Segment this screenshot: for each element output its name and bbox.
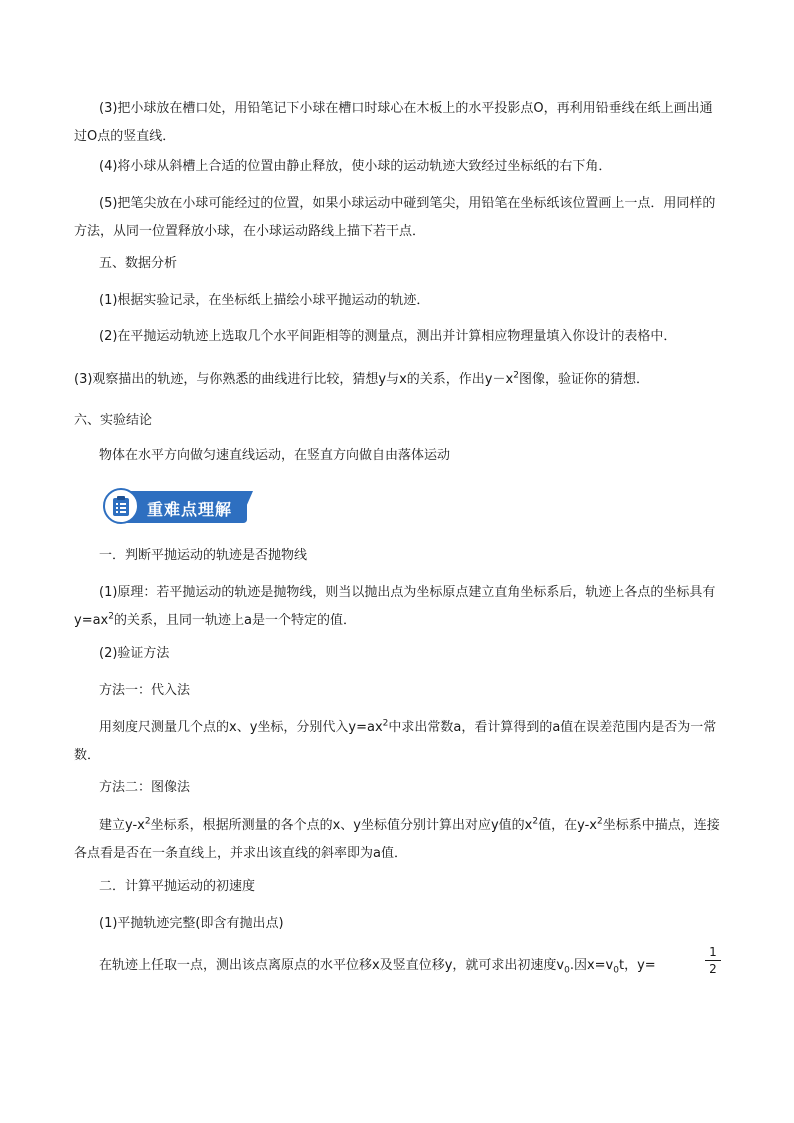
- method-1-text: [74, 714, 722, 770]
- superscript: 2: [382, 718, 389, 729]
- method-2-text-a: 建立y-x: [99, 818, 145, 833]
- fraction-denominator: 2: [709, 962, 717, 976]
- initial-velocity-text-c: t，y=: [618, 958, 656, 973]
- fraction-one-half: [705, 945, 721, 976]
- principle-text-b: 的关系，且同一轨迹上a是一个特定的值．: [113, 613, 356, 628]
- clipboard-icon: [103, 488, 139, 524]
- fraction-bar: [705, 960, 721, 961]
- principle-text-a: (1)原理：若平抛运动的轨迹是抛物线，则当以抛出点为坐标原点建立直角坐标系后，轨迹上各点的坐标具有y=ax: [74, 585, 716, 628]
- complete-trajectory-heading: (1)平抛轨迹完整(即含有抛出点): [99, 916, 284, 931]
- initial-velocity-text-b: .因x=v: [569, 958, 614, 973]
- badge-label: 重难点理解: [147, 500, 233, 519]
- superscript: 2: [596, 816, 603, 827]
- method-1-heading: 方法一：代入法: [99, 683, 191, 698]
- step-3-text: (3)把小球放在槽口处，用铅笔记下小球在槽口时球心在木板上的水平投影点O，再利用铅垂线在纸上画出通过O点的竖直线．: [74, 101, 713, 144]
- superscript: 2: [532, 816, 539, 827]
- step-4-text: (4)将小球从斜槽上合适的位置由静止释放，使小球的运动轨迹大致经过坐标纸的右下角．: [99, 159, 612, 174]
- superscript: 2: [144, 816, 151, 827]
- section-6-heading: 六、实验结论: [74, 413, 153, 428]
- subscript: 0: [564, 965, 570, 976]
- analysis-3-text-a: (3)观察描出的轨迹，与你熟悉的曲线进行比较，猜想y与x的关系，作出y－x: [74, 372, 514, 387]
- initial-velocity-text-a: 在轨迹上任取一点，测出该点离原点的水平位移x及竖直位移y，就可求出初速度v: [99, 958, 565, 973]
- analysis-3-text-b: 图像，验证你的猜想．: [518, 372, 649, 387]
- topic-1-heading: 一．判断平抛运动的轨迹是否抛物线: [99, 548, 308, 563]
- superscript: 2: [513, 370, 519, 381]
- method-2-text: [74, 812, 722, 868]
- topic-2-heading: 二．计算平抛运动的初速度: [99, 879, 256, 894]
- method-2-text-b: 坐标系，根据所测量的各个点的x、y坐标值分别计算出对应y值的x: [150, 818, 533, 833]
- subscript: 0: [613, 965, 619, 976]
- analysis-3-text: [74, 366, 722, 394]
- section-5-heading: 五、数据分析: [99, 256, 178, 271]
- superscript: 2: [108, 611, 114, 622]
- analysis-1-text: (1)根据实验记录，在坐标纸上描绘小球平抛运动的轨迹．: [99, 293, 430, 308]
- initial-velocity-text: [74, 952, 704, 980]
- analysis-2-text: (2)在平抛运动轨迹上选取几个水平间距相等的测量点，测出并计算相应物理量填入你设计的表格中．: [99, 329, 677, 344]
- badge-tail: [239, 491, 253, 523]
- method-2-heading: 方法二：图像法: [99, 780, 191, 795]
- step-5-text: (5)把笔尖放在小球可能经过的位置，如果小球运动中碰到笔尖，用铅笔在坐标纸该位置画上一点．用同样的方法，从同一位置释放小球，在小球运动路线上描下若干点．: [74, 196, 716, 239]
- conclusion-text: 物体在水平方向做匀速直线运动，在竖直方向做自由落体运动: [99, 448, 451, 463]
- key-points-badge: [103, 488, 247, 526]
- method-1-text-a: 用刻度尺测量几个点的x、y坐标，分别代入y=ax: [99, 720, 383, 735]
- verify-method-heading: (2)验证方法: [99, 646, 170, 661]
- method-2-text-d: 坐标系中描点，连接各点看是否在一条直线上，并求出该直线的斜率即为a值．: [74, 818, 720, 861]
- method-2-text-c: 值，在y-x: [538, 818, 597, 833]
- principle-text: [74, 579, 722, 635]
- method-1-text-b: 中求出常数a，看计算得到的a值在误差范围内是否为一常数．: [74, 720, 717, 763]
- fraction-numerator: 1: [709, 945, 717, 959]
